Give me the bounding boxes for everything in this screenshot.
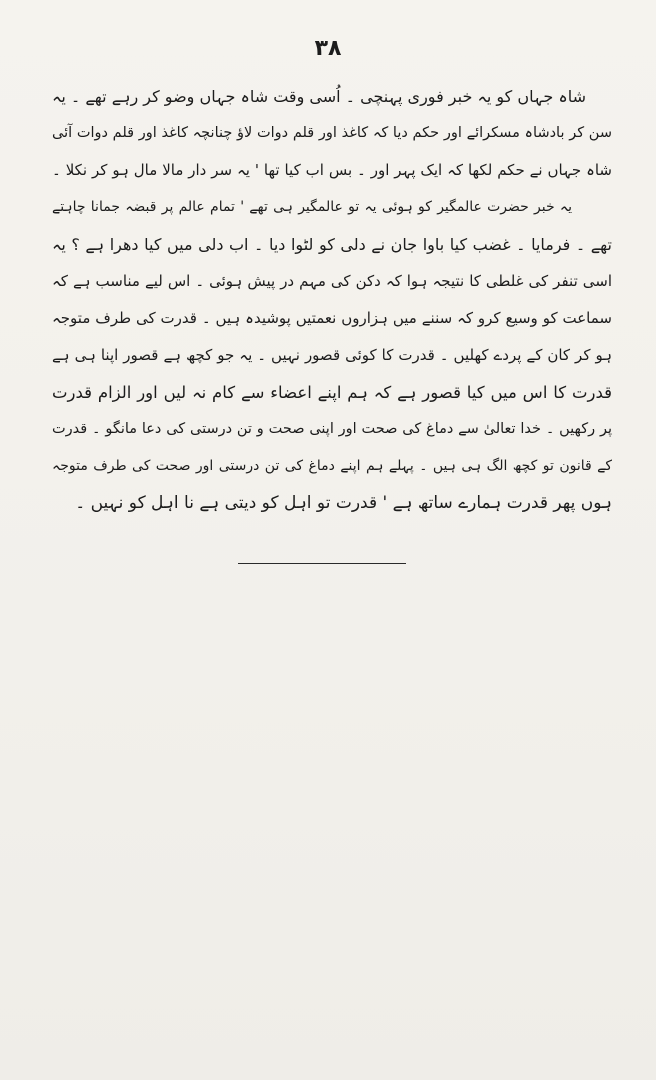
- text-line: شاہ جہاں نے حکم لکھا کہ ایک پہر اور ۔ بس اب کیا تھا ' یہ سر دار مالا مال ہو کر نکلا ۔: [52, 161, 612, 179]
- page-number: ۳۸: [314, 36, 342, 61]
- text-line: تھے ۔ فرمایا ۔ غضب کیا باوا جان نے دلی کو لٹوا دیا ۔ اب دلی میں کیا دھرا ہے ؟ یہ: [52, 235, 612, 254]
- text-line: اسی تنفر کی غلطی کا نتیجہ ہوا کہ دکن کی مہم در پیش ہوئی ۔ اس لیے مناسب ہے کہ: [52, 272, 612, 290]
- text-line: سماعت کو وسیع کرو کہ سننے میں ہزاروں نعمتیں پوشیدہ ہیں ۔ قدرت کی طرف متوجہ: [52, 309, 612, 327]
- text-line: یہ خبر حضرت عالمگیر کو ہوئی یہ تو عالمگیر ہی تھے ' تمام عالم پر قبضہ جمانا چاہتے: [52, 199, 572, 215]
- text-line: قدرت کا اس میں کیا قصور ہے کہ ہم اپنے اعضاء سے کام نہ لیں اور الزام قدرت: [52, 383, 612, 402]
- text-line: سن کر بادشاہ مسکرائے اور حکم دیا کہ کاغذ اور قلم دوات لاؤ چنانچہ کاغذ اور قلم دوات آئی: [52, 125, 612, 141]
- text-line: پر رکھیں ۔ خدا تعالیٰ سے دماغ کی صحت اور اپنی صحت و تن درستی کی دعا مانگو ۔ قدرت: [52, 421, 612, 437]
- body-text: [52, 78, 612, 522]
- text-line: ہو کر کان کے پردے کھلیں ۔ قدرت کا کوئی قصور نہیں ۔ یہ جو کچھ ہے قصور اپنا ہی ہے: [52, 346, 612, 364]
- end-divider: [238, 563, 406, 564]
- text-line: کے قانون تو کچھ الگ ہی ہیں ۔ پہلے ہم اپنے دماغ کی تن درستی اور صحت کی طرف متوجہ: [52, 458, 612, 474]
- text-line: ہوں پھر قدرت ہمارے ساتھ ہے ' قدرت تو اہل کو دیتی ہے نا اہل کو نہیں ۔: [75, 493, 612, 513]
- text-line: شاہ جہاں کو یہ خبر فوری پہنچی ۔ اُسی وقت شاہ جہاں وضو کر رہے تھے ۔ یہ: [52, 87, 586, 106]
